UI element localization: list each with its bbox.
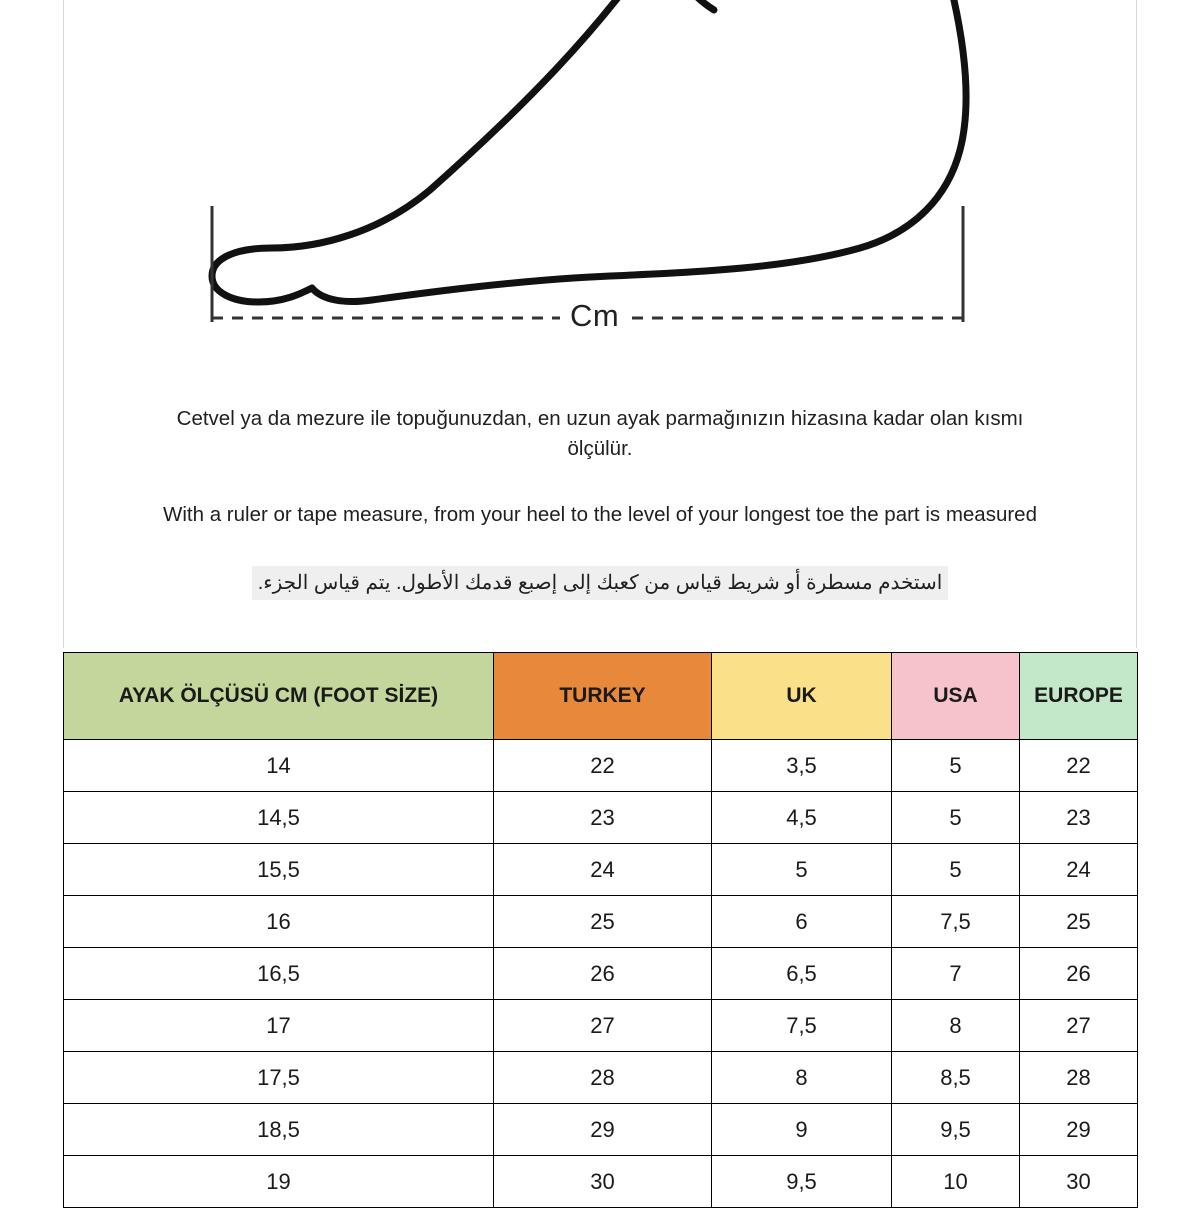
table-row — [64, 948, 1138, 1000]
cell-usa: 5 — [892, 792, 1020, 844]
cell-europe: 27 — [1020, 1000, 1138, 1052]
cell-turkey: 25 — [494, 896, 712, 948]
cell-turkey: 30 — [494, 1156, 712, 1208]
table-row — [64, 896, 1138, 948]
cell-foot-size: 19 — [64, 1156, 494, 1208]
cell-foot-size: 14,5 — [64, 792, 494, 844]
cell-turkey: 28 — [494, 1052, 712, 1104]
cell-turkey: 27 — [494, 1000, 712, 1052]
cell-europe: 28 — [1020, 1052, 1138, 1104]
column-header-europe: EUROPE — [1020, 653, 1138, 740]
instructions-block — [0, 404, 1200, 600]
table-header-row — [64, 653, 1138, 740]
table-row — [64, 1104, 1138, 1156]
cell-uk: 7,5 — [712, 1000, 892, 1052]
cell-uk: 9,5 — [712, 1156, 892, 1208]
cell-usa: 7 — [892, 948, 1020, 1000]
cell-foot-size: 16,5 — [64, 948, 494, 1000]
cell-uk: 9 — [712, 1104, 892, 1156]
cell-europe: 26 — [1020, 948, 1138, 1000]
column-header-turkey: TURKEY — [494, 653, 712, 740]
cell-foot-size: 18,5 — [64, 1104, 494, 1156]
table-row — [64, 740, 1138, 792]
cell-uk: 5 — [712, 844, 892, 896]
cell-uk: 6 — [712, 896, 892, 948]
cell-europe: 23 — [1020, 792, 1138, 844]
size-table-wrapper — [63, 652, 1137, 1208]
column-header-usa: USA — [892, 653, 1020, 740]
size-table-header — [64, 653, 1138, 740]
cell-uk: 6,5 — [712, 948, 892, 1000]
cell-turkey: 22 — [494, 740, 712, 792]
table-row — [64, 1000, 1138, 1052]
size-table-body — [64, 740, 1138, 1208]
cell-foot-size: 17,5 — [64, 1052, 494, 1104]
cell-uk: 3,5 — [712, 740, 892, 792]
cell-usa: 10 — [892, 1156, 1020, 1208]
table-row — [64, 844, 1138, 896]
cm-measure-label: Cm — [560, 298, 629, 334]
cell-europe: 24 — [1020, 844, 1138, 896]
cell-foot-size: 16 — [64, 896, 494, 948]
cell-turkey: 24 — [494, 844, 712, 896]
size-table — [63, 652, 1138, 1208]
column-header-uk: UK — [712, 653, 892, 740]
instruction-english: With a ruler or tape measure, from your heel to the level of your longest toe the part is measured — [163, 503, 1037, 526]
foot-diagram — [0, 0, 1200, 380]
cell-uk: 8 — [712, 1052, 892, 1104]
cell-foot-size: 15,5 — [64, 844, 494, 896]
cell-europe: 30 — [1020, 1156, 1138, 1208]
cell-usa: 8 — [892, 1000, 1020, 1052]
cell-usa: 5 — [892, 844, 1020, 896]
cell-usa: 5 — [892, 740, 1020, 792]
table-row — [64, 1052, 1138, 1104]
table-row — [64, 792, 1138, 844]
instruction-turkish: Cetvel ya da mezure ile topuğunuzdan, en uzun ayak parmağınızın hizasına kadar olan kısmı ölçülür. — [176, 407, 1024, 460]
cell-foot-size: 14 — [64, 740, 494, 792]
cell-europe: 22 — [1020, 740, 1138, 792]
instruction-arabic-wrap — [150, 530, 1050, 600]
cell-europe: 25 — [1020, 896, 1138, 948]
column-header-foot-size: AYAK ÖLÇÜSÜ CM (FOOT SİZE) — [64, 653, 494, 740]
instruction-arabic: استخدم مسطرة أو شريط قياس من كعبك إلى إصبع قدمك الأطول. يتم قياس الجزء. — [252, 566, 949, 600]
cell-usa: 7,5 — [892, 896, 1020, 948]
cell-usa: 9,5 — [892, 1104, 1020, 1156]
cell-turkey: 23 — [494, 792, 712, 844]
cell-usa: 8,5 — [892, 1052, 1020, 1104]
cell-foot-size: 17 — [64, 1000, 494, 1052]
cell-turkey: 29 — [494, 1104, 712, 1156]
cell-turkey: 26 — [494, 948, 712, 1000]
cell-europe: 29 — [1020, 1104, 1138, 1156]
cell-uk: 4,5 — [712, 792, 892, 844]
